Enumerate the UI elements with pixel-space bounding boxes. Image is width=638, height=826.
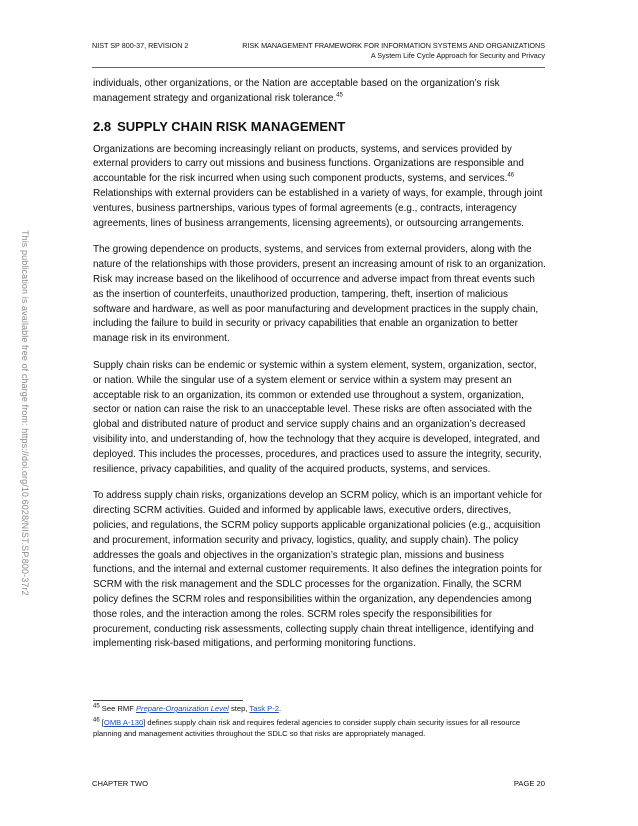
footnotes [93,703,546,742]
paragraph-4: To address supply chain risks, organizations develop an SCRM policy, which is an important vehicle for directing SCRM activities. Guided and informed by applicable laws, executive orders, directives, policies, and regulations, the SCRM policy supports applicable organizational policies (e.g., acquisition and procurement, information security and privacy, logistics, quality, and supply chain). The policy addresses the goals and objectives in the organization’s strategic plan, missions and business functions, and the internal and external customer requirements. It also defines the integration points for SCRM with the risk management and the SDLC processes for the organization. Finally, the SCRM policy defines the SCRM roles and responsibilities within the organization, any dependencies among those roles, and the interaction among the roles. SCRM roles specify the responsibilities for procurement, conducting risk assessments, collecting supply chain threat intelligence, identifying and implementing risk-based mitigations, and performing monitoring functions. [93,490,543,650]
running-header-right [242,41,545,61]
paragraph-1: Organizations are becoming increasingly reliant on products, systems, and services provided by external providers to carry out missions and business functions. Organizations are responsible and accountable for the risk incurred when using such component products, systems, and services.$^{46}$ Relationships with external providers can be established in a variety of ways, for example, through joint ventures, business partnerships, various types of formal agreements (e.g., contracts, interagency agreements, lines of business arrangements, licensing agreements), or outsourcing arrangements. [93,143,543,229]
availability-sidebar: This publication is available free of charge from: https://doi.org/10.6028/NIST.SP.800-37r2 [20,230,30,596]
header-divider [92,67,545,68]
section-heading [93,119,546,135]
footer-page-number: PAGE 20 [513,779,545,788]
footnote-divider [93,700,243,701]
prepare-organization-level-link[interactable]: Prepare-Organization Level [135,704,229,713]
page-content [93,77,546,664]
running-header-left: NIST SP 800-37, REVISION 2 [92,41,189,50]
footnote-46: $^{46}$ [OMB A-130] defines supply chain risk and requires federal agencies to consider supply chain security issues for all resource planning and management activities throughout the SDLC so that risks are appropriately managed. [93,716,521,738]
intro-paragraph: individuals, other organizations, or the Nation are acceptable based on the organization’s risk management strategy and organizational risk tolerance.$^{45}$ [93,78,500,104]
paragraph-3: Supply chain risks can be endemic or systemic within a system element, system, organization, sector, or nation. While the singular use of a system element or service within a system may present an acceptable risk to an organization, its common or extended use throughout a system, organization, sector or nation can raise the risk to an unacceptable level. These risks are often associated with the global and distributed nature of product and service supply chains and an organization’s decreased visibility into, and understanding of, how the technology that they acquire is developed, integrated, and deployed. This includes the processes, procedures, and practices used to assure the integrity, security, resilience, privacy capabilities, and quality of the acquired products, systems, and services. [93,359,542,475]
section-title: SUPPLY CHAIN RISK MANAGEMENT [117,118,346,134]
paragraph-2: The growing dependence on products, systems, and services from external providers, along with the nature of the relationships with those providers, present an increasing amount of risk to an organization. Risk may increase based on the likelihood of occurrence and adverse impact from threat events such as the insertion of counterfeits, unauthorized production, tampering, theft, insertion of malicious software and hardware, as well as poor manufacturing and development practices in the supply chain, including the failure to build in security or privacy capabilities that enable an organization to better manage risk in its environment. [93,244,546,345]
header-subtitle: A System Life Cycle Approach for Security and Privacy [370,51,545,60]
footer-chapter: CHAPTER TWO [92,779,148,788]
header-title: RISK MANAGEMENT FRAMEWORK FOR INFORMATION SYSTEMS AND ORGANIZATIONS [242,41,545,50]
task-p2-link[interactable]: Task P-2 [249,704,279,713]
omb-a130-link[interactable]: OMB A-130 [103,717,144,727]
footnote-45: $^{45}$ See RMF Prepare-Organization Level step, Task P-2. [93,703,282,713]
footnote-ref-45[interactable]: 45 [336,92,343,99]
footnote-ref-46[interactable]: 46 [507,172,515,179]
section-number: 2.8 [93,118,112,134]
